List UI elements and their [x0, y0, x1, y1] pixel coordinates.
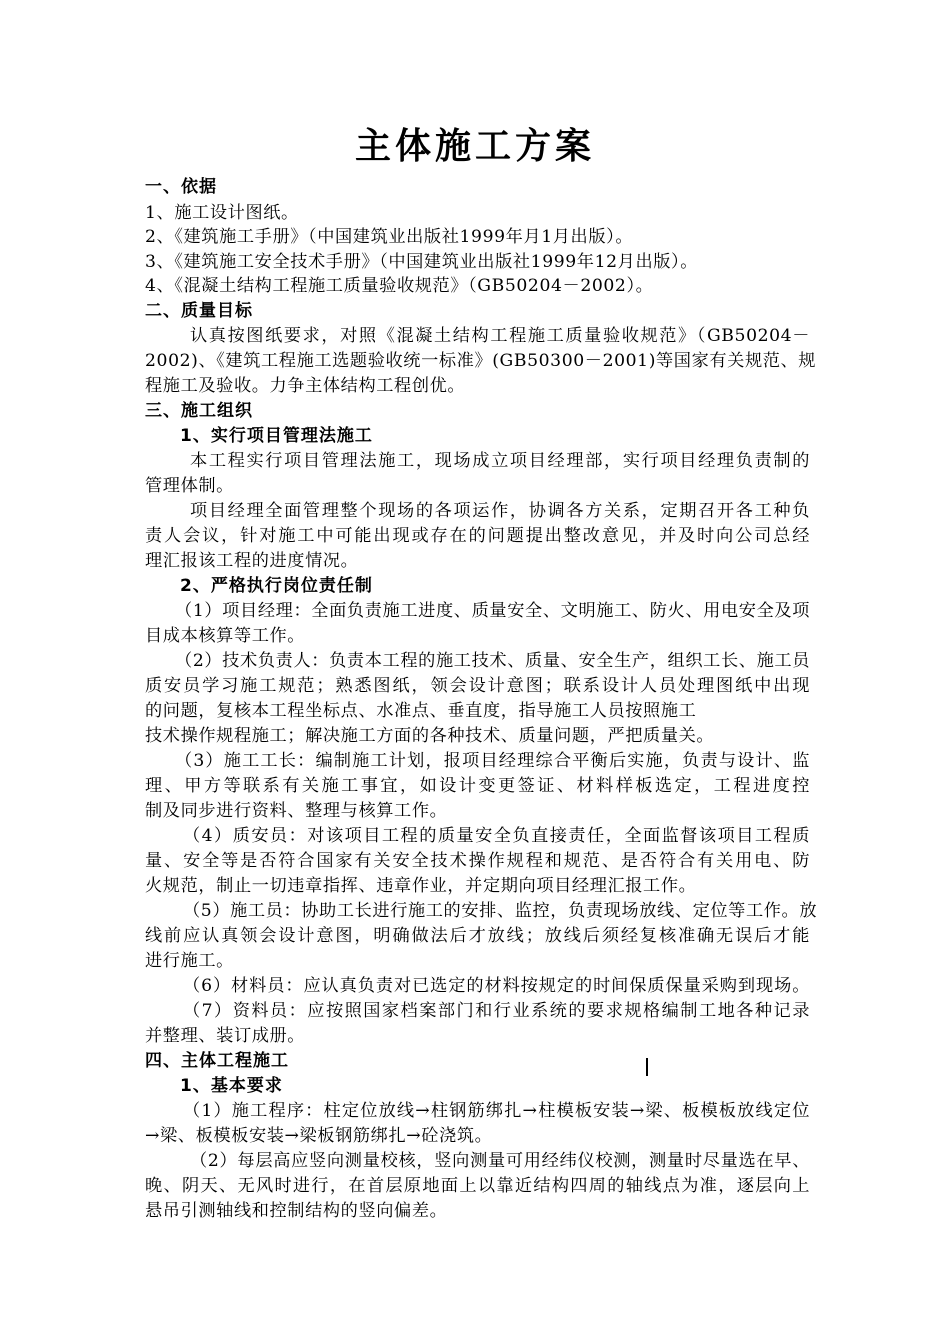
paragraph-line: 火规范，制止一切违章指挥、违章作业，并定期向项目经理汇报工作。 [145, 876, 697, 896]
paragraph-line: （4）质安员：对该项目工程的质量安全负直接责任，全面监督该项目工程质 [183, 826, 810, 846]
section-heading-basis: 一、依据 [145, 177, 217, 197]
paragraph-line: （3）施工工长：编制施工计划，报项目经理综合平衡后实施，负责与设计、监 [175, 751, 810, 771]
paragraph-line: 进行施工。 [145, 951, 234, 971]
paragraph-line: 2002)、《建筑工程施工选题验收统一标准》(GB50300－2001)等国家有关规范、规 [145, 351, 817, 371]
paragraph-line: 质安员学习施工规范；熟悉图纸，领会设计意图；联系设计人员处理图纸中出现 [145, 676, 810, 696]
section-heading-organization: 三、施工组织 [145, 401, 253, 421]
paragraph-line: 认真按图纸要求，对照《混凝土结构工程施工质量验收规范》（GB50204－ [190, 326, 810, 346]
basis-item-3: 3、《建筑施工安全技术手册》（中国建筑业出版社1999年12月出版）。 [145, 252, 698, 272]
paragraph-line: （1）项目经理：全面负责施工进度、质量安全、文明施工、防火、用电安全及项 [175, 601, 810, 621]
subsection-heading: 2、严格执行岗位责任制 [180, 576, 373, 596]
paragraph-line: 管理体制。 [145, 476, 234, 496]
paragraph-line: 制及同步进行资料、整理与核算工作。 [145, 801, 448, 821]
paragraph-line: 的问题，复核本工程坐标点、水准点、垂直度，指导施工人员按照施工 [145, 701, 697, 721]
paragraph-line: 项目经理全面管理整个现场的各项运作，协调各方关系，定期召开各工种负 [190, 501, 810, 521]
basis-item-4: 4、《混凝土结构工程施工质量验收规范》（GB50204－2002）。 [145, 276, 654, 296]
paragraph-line: 量、安全等是否符合国家有关安全技术操作规程和规范、是否符合有关用电、防 [145, 851, 810, 871]
paragraph-line: （2）每层高应竖向测量校核，竖向测量可用经纬仪校测，测量时尽量选在早、 [190, 1151, 810, 1171]
section-heading-quality: 二、质量目标 [145, 301, 253, 321]
paragraph-line: 责人会议，针对施工中可能出现或存在的问题提出整改意见，并及时向公司总经 [145, 526, 810, 546]
basis-item-1: 1、施工设计图纸。 [145, 203, 299, 223]
paragraph-line: （5）施工员：协助工长进行施工的安排、监控，负责现场放线、定位等工作。放 [183, 901, 818, 921]
paragraph-line: （2）技术负责人：负责本工程的施工技术、质量、安全生产，组织工长、施工员 [175, 651, 810, 671]
paragraph-line: 悬吊引测轴线和控制结构的竖向偏差。 [145, 1201, 448, 1221]
paragraph-line: 线前应认真领会设计意图，明确做法后才放线；放线后须经复核准确无误后才能 [145, 926, 810, 946]
document-title: 主体施工方案 [354, 126, 595, 167]
basis-item-2: 2、《建筑施工手册》（中国建筑业出版社1999年月1月出版）。 [145, 227, 634, 247]
section-heading-main-works: 四、主体工程施工 [145, 1051, 289, 1071]
paragraph-line: 本工程实行项目管理法施工，现场成立项目经理部，实行项目经理负责制的 [190, 451, 810, 471]
paragraph-line: 目成本核算等工作。 [145, 626, 306, 646]
paragraph-line: （6）材料员：应认真负责对已选定的材料按规定的时间保质保量采购到现场。 [183, 976, 810, 996]
paragraph-line: 技术操作规程施工；解决施工方面的各种技术、质量问题，严把质量关。 [145, 726, 715, 746]
paragraph-line: 晚、阴天、无风时进行，在首层原地面上以靠近结构四周的轴线点为准，逐层向上 [145, 1176, 810, 1196]
paragraph-line: 理、甲方等联系有关施工事宜，如设计变更签证、材料样板选定，工程进度控 [145, 776, 810, 796]
paragraph-line: （1）施工程序：柱定位放线→柱钢筋绑扎→柱模板安装→梁、板模板放线定位 [183, 1101, 810, 1121]
subsection-heading: 1、基本要求 [180, 1076, 283, 1096]
paragraph-line: →梁、板模板安装→梁板钢筋绑扎→砼浇筑。 [145, 1126, 493, 1146]
paragraph-line: 程施工及验收。力争主体结构工程创优。 [145, 376, 466, 396]
paragraph-line: （7）资料员：应按照国家档案部门和行业系统的要求规格编制工地各种记录 [183, 1001, 810, 1021]
paragraph-line: 并整理、装订成册。 [145, 1026, 306, 1046]
subsection-heading: 1、实行项目管理法施工 [180, 426, 373, 446]
paragraph-line: 理汇报该工程的进度情况。 [145, 551, 359, 571]
